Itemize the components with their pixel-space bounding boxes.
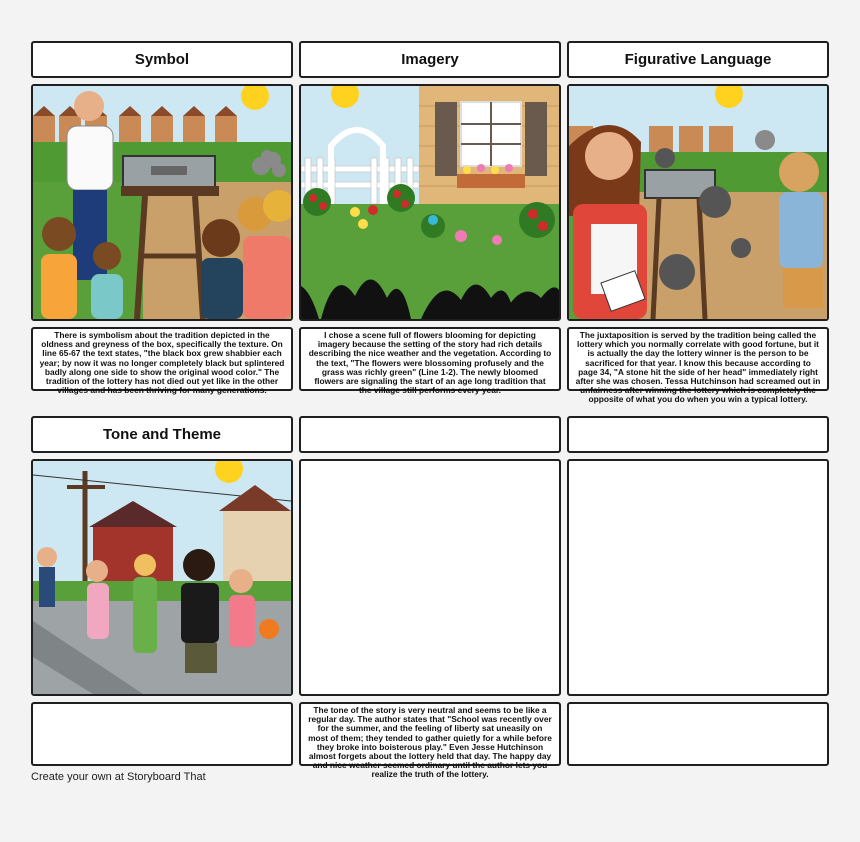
boy-figure	[779, 152, 823, 308]
title-empty-3	[567, 416, 829, 453]
basketball-icon	[259, 619, 279, 639]
house	[419, 86, 559, 206]
scene-imagery	[299, 84, 561, 321]
title-symbol-text: Symbol	[134, 51, 190, 68]
title-symbol	[31, 41, 293, 78]
desc-empty-3	[567, 702, 829, 766]
scene-symbol	[31, 84, 293, 321]
scene-figurative-language	[567, 84, 829, 321]
scene-symbol-illustration	[33, 86, 291, 319]
desc-figurative-language	[567, 327, 829, 405]
scene-empty-3	[567, 459, 829, 696]
desc-tone-and-theme	[31, 702, 293, 766]
desc-tone-narrative-text: The tone of the story is very neutral and seems to be like a regular day. The author states that "School was recently over for the summer, and the feeling of liberty sat uneasily on most of them; they tended to gather quietly for a while before they broke into boisterous play." Even Jesse Hutchinson almost forgets about the lottery held that day. The happy day and nice weather seemed ordinary until the author lets you realize the truth of the lottery.	[308, 705, 552, 780]
desc-tone-narrative	[299, 702, 561, 780]
title-imagery	[299, 41, 561, 78]
scene-tone-and-theme	[31, 459, 293, 696]
title-figurative-language	[567, 41, 829, 78]
desc-figurative-language-text: The juxtaposition is served by the tradition being called the lottery which you normally correlate with good fortune, but it is actually the day the lottery winner is the person to be sacrificed for that year. I know this because according to page 34, "A stone hit the side of her head" immediately right after she was chosen. Tessa Hutchinson had screamed out in unfairness after winning the lottery which is completely the opposite of what you do when you win a typical lottery.	[575, 330, 821, 405]
title-imagery-text: Imagery	[401, 51, 459, 68]
title-figurative-language-text: Figurative Language	[624, 51, 772, 68]
title-tone-and-theme	[31, 416, 293, 453]
scene-figurative-illustration	[569, 86, 827, 319]
scene-imagery-illustration	[301, 86, 559, 319]
desc-imagery	[299, 327, 561, 396]
storyboard-credit-link[interactable]: Create your own at Storyboard That	[31, 771, 206, 783]
desc-symbol-text: There is symbolism about the tradition depicted in the oldness and greyness of the box, specifically the texture. On line 65-67 the text states, "the black box grew shabbier each year; by now it was no longer completely black but splintered badly along one side to show the original wood color." The tradition of the lottery has not died out yet like in the other villages and has been thriving for many generations.	[39, 330, 285, 396]
title-empty-2	[299, 416, 561, 453]
desc-imagery-text: I chose a scene full of flowers blooming for depicting imagery because the setting of the story had rich details describing the nice weather and the vegetation. According to the text, "The flowers were blossoming profusely and the grass was richly green" (Line 1-2). The newly bloomed flowers are signaling the start of an age long tradition that the village still performs every year.	[308, 330, 552, 396]
scene-tone-illustration	[33, 461, 291, 694]
desc-symbol	[31, 327, 293, 396]
scene-empty-2	[299, 459, 561, 696]
tessa-figure	[569, 125, 647, 319]
title-tone-and-theme-text: Tone and Theme	[102, 426, 222, 443]
